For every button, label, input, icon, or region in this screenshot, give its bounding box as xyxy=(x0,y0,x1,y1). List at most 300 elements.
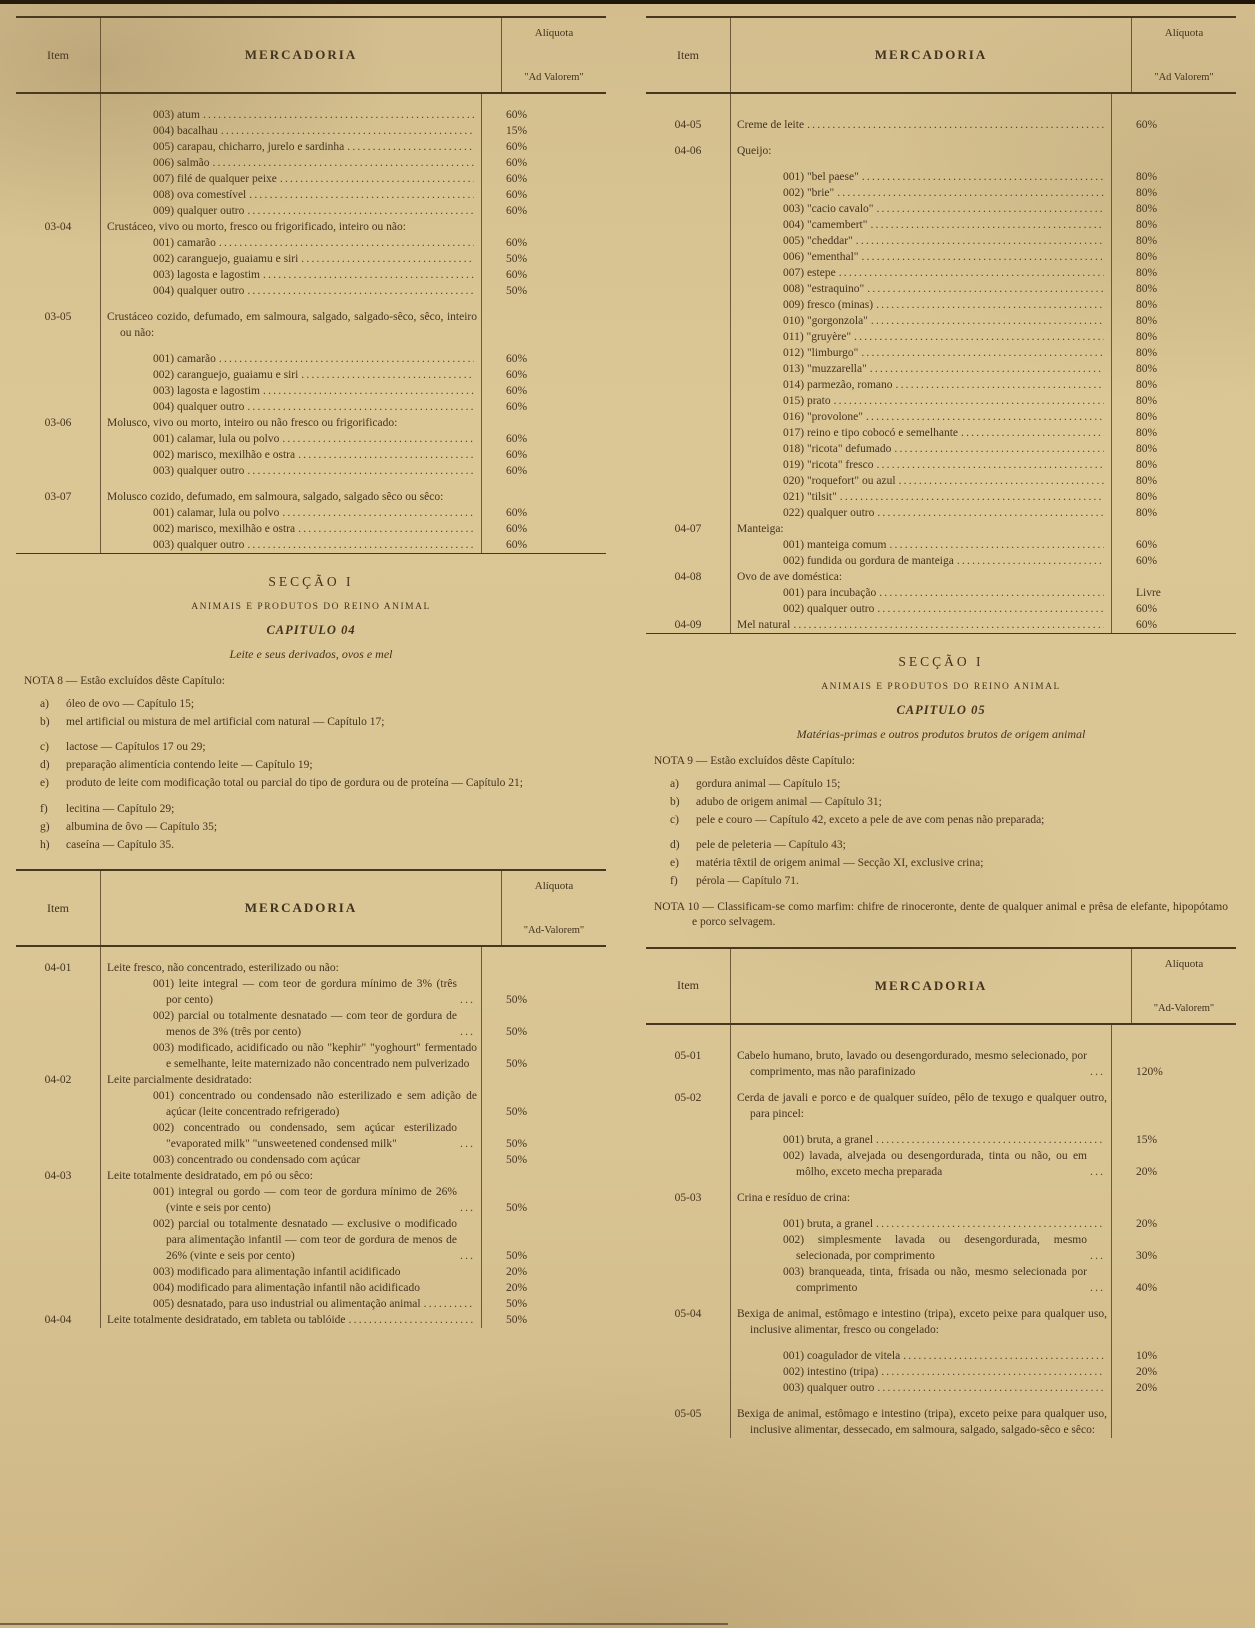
merchandise-text: 011) "gruyère" xyxy=(783,331,852,343)
rate-cell xyxy=(481,976,606,1008)
rate-cell xyxy=(481,155,606,171)
table-row xyxy=(16,309,606,341)
item-code xyxy=(646,345,731,361)
item-code: 04-05 xyxy=(646,117,731,133)
merchandise-text: 016) "provolone" xyxy=(783,411,863,423)
item-code xyxy=(646,1232,731,1264)
dotted-leader xyxy=(349,1312,474,1328)
nota-item-letter: d) xyxy=(40,759,50,771)
rate-value: 60% xyxy=(506,269,528,281)
merchandise-cell xyxy=(101,1264,481,1280)
rate-value: 50% xyxy=(506,1154,528,1166)
merchandise-text: 002) concentrado ou condensado, sem açúcar esterilizado "evaporated milk" "unsweetened condensed milk" xyxy=(153,1122,457,1150)
nota-item-letter: e) xyxy=(670,857,679,869)
merchandise-text: Molusco cozido, defumado, em salmoura, salgado, salgado sêco ou sêco: xyxy=(107,491,444,503)
dotted-leader xyxy=(1090,1164,1104,1180)
nota-item-text: mel artificial ou mistura de mel artificial com natural — Capítulo 17; xyxy=(66,715,385,728)
rate-cell xyxy=(1111,329,1236,345)
item-code: 04-09 xyxy=(646,617,731,633)
nota-item xyxy=(654,856,1228,872)
table-row xyxy=(16,367,606,383)
rate-value: 20% xyxy=(506,1282,528,1294)
item-code xyxy=(646,297,731,313)
item-code xyxy=(646,249,731,265)
table-row xyxy=(646,1264,1236,1296)
item-code xyxy=(16,107,101,123)
table-row xyxy=(16,960,606,976)
table-row xyxy=(16,976,606,1008)
item-code xyxy=(16,431,101,447)
merchandise-cell xyxy=(101,521,481,537)
item-code xyxy=(646,601,731,617)
item-code xyxy=(16,399,101,415)
item-code xyxy=(646,1380,731,1396)
header-mercadoria-label: MERCADORIA xyxy=(244,900,358,915)
merchandise-text: 001) concentrado ou condensado não esterilizado e sem adição de açúcar (leite concentrado refrigerado) xyxy=(153,1090,477,1118)
dotted-leader xyxy=(298,521,474,537)
item-code xyxy=(16,1152,101,1168)
dotted-leader xyxy=(877,457,1105,473)
merchandise-cell xyxy=(731,1264,1111,1296)
merchandise-text: 003) qualquer outro xyxy=(783,1381,875,1394)
merchandise-text: 014) parmezão, romano xyxy=(783,379,893,391)
merchandise-cell xyxy=(731,521,1111,537)
table-row xyxy=(16,219,606,235)
merchandise-cell xyxy=(731,265,1111,281)
merchandise-cell xyxy=(731,185,1111,201)
table-row xyxy=(646,441,1236,457)
rate-value: 15% xyxy=(506,125,528,137)
table-row xyxy=(16,521,606,537)
dotted-leader xyxy=(424,1296,474,1312)
rate-value: 80% xyxy=(1136,379,1158,391)
table-row xyxy=(646,1306,1236,1338)
table-row xyxy=(16,415,606,431)
merchandise-text: 022) qualquer outro xyxy=(783,507,875,519)
table-spacer-row xyxy=(646,1206,1236,1216)
tariff-table xyxy=(646,947,1236,1438)
dotted-leader xyxy=(899,473,1104,489)
rate-cell xyxy=(1111,233,1236,249)
table-body xyxy=(646,1025,1236,1438)
rate-value: 60% xyxy=(506,173,528,185)
item-code xyxy=(646,409,731,425)
nota-item-text: produto de leite com modificação total ou parcial do tipo de gordura ou de proteína — Capítulo 21; xyxy=(66,777,523,789)
item-code xyxy=(646,537,731,553)
merchandise-cell xyxy=(101,383,481,399)
chapter-number: CAPITULO 04 xyxy=(266,623,356,637)
merchandise-cell xyxy=(101,139,481,155)
merchandise-text: 004) modificado para alimentação infantil não acidificado xyxy=(153,1282,420,1294)
tariff-table xyxy=(646,16,1236,634)
item-code xyxy=(646,425,731,441)
table-spacer-row xyxy=(646,1038,1236,1048)
rate-cell xyxy=(1111,361,1236,377)
dotted-leader xyxy=(840,489,1104,505)
merchandise-text: 002) marisco, mexilhão e ostra xyxy=(153,449,296,461)
merchandise-cell xyxy=(731,1406,1111,1438)
nota-item-letter: c) xyxy=(40,741,49,753)
rate-cell xyxy=(481,489,606,505)
item-code xyxy=(16,283,101,299)
dotted-leader xyxy=(247,203,474,219)
header-item-label: Item xyxy=(646,18,731,92)
merchandise-cell xyxy=(731,1380,1111,1396)
nota-heading: NOTA 9 — Estão excluídos dêste Capítulo: xyxy=(654,755,855,767)
rate-value: 80% xyxy=(1136,331,1158,343)
merchandise-cell xyxy=(731,297,1111,313)
item-code: 04-04 xyxy=(16,1312,101,1328)
table-row xyxy=(646,617,1236,633)
merchandise-cell xyxy=(731,169,1111,185)
item-code xyxy=(16,171,101,187)
dotted-leader xyxy=(877,505,1104,521)
nota-item-letter: a) xyxy=(40,697,49,710)
item-code xyxy=(646,1148,731,1180)
nota-item-letter: a) xyxy=(670,777,679,790)
dotted-leader xyxy=(282,431,474,447)
rate-cell xyxy=(481,1216,606,1264)
rate-value: 60% xyxy=(1136,119,1158,131)
nota-item xyxy=(654,838,1228,854)
table-row xyxy=(16,1072,606,1088)
item-code xyxy=(646,281,731,297)
merchandise-cell xyxy=(101,1216,481,1264)
item-code xyxy=(646,441,731,457)
item-code xyxy=(646,473,731,489)
rate-value: 60% xyxy=(506,507,528,519)
item-code xyxy=(16,187,101,203)
item-code: 05-01 xyxy=(646,1048,731,1080)
merchandise-cell xyxy=(101,1008,481,1040)
dotted-leader xyxy=(854,329,1104,345)
nota-item-text: matéria têxtil de origem animal — Secção XI, exclusive crina; xyxy=(696,857,984,869)
item-code xyxy=(16,505,101,521)
rate-cell xyxy=(481,1280,606,1296)
table-row xyxy=(646,329,1236,345)
table-row xyxy=(16,1296,606,1312)
item-code xyxy=(16,1264,101,1280)
rate-cell xyxy=(1111,1148,1236,1180)
header-aliquota-label xyxy=(1131,18,1236,92)
merchandise-cell xyxy=(731,441,1111,457)
table-body xyxy=(16,94,606,553)
merchandise-cell xyxy=(731,1364,1111,1380)
merchandise-cell xyxy=(101,283,481,299)
item-code xyxy=(646,505,731,521)
merchandise-cell xyxy=(101,235,481,251)
item-code xyxy=(646,1216,731,1232)
rate-cell xyxy=(1111,457,1236,473)
rate-cell xyxy=(481,1072,606,1088)
merchandise-text: 003) atum xyxy=(153,109,200,121)
rate-cell xyxy=(1111,505,1236,521)
rate-cell xyxy=(1111,1364,1236,1380)
merchandise-cell xyxy=(101,219,481,235)
item-code: 05-03 xyxy=(646,1190,731,1206)
merchandise-text: 001) coagulador de vitela xyxy=(783,1349,901,1362)
item-code xyxy=(16,1040,101,1072)
merchandise-cell xyxy=(731,249,1111,265)
rate-value: 50% xyxy=(506,253,528,265)
table-row xyxy=(646,143,1236,159)
dotted-leader xyxy=(247,399,474,415)
table-row xyxy=(646,345,1236,361)
table-spacer-row xyxy=(646,1080,1236,1090)
table-row xyxy=(646,361,1236,377)
nota-item xyxy=(24,697,598,713)
chapter-number: CAPITULO 05 xyxy=(896,703,986,717)
item-code xyxy=(16,1120,101,1152)
merchandise-cell xyxy=(731,313,1111,329)
rate-cell xyxy=(481,1264,606,1280)
aliquota-line: Alíquota xyxy=(534,880,574,892)
merchandise-text: 010) "gorgonzola" xyxy=(783,315,868,327)
table-spacer-row xyxy=(646,1180,1236,1190)
rate-value: 20% xyxy=(1136,1381,1158,1394)
merchandise-text: 001) para incubação xyxy=(783,587,877,599)
header-mercadoria-label: MERCADORIA xyxy=(874,47,988,62)
table-row xyxy=(16,1152,606,1168)
table-row xyxy=(16,463,606,479)
merchandise-cell xyxy=(731,1132,1111,1148)
rate-value: 20% xyxy=(1136,1217,1158,1230)
merchandise-cell xyxy=(101,251,481,267)
merchandise-cell xyxy=(731,377,1111,393)
rate-cell xyxy=(481,399,606,415)
rate-cell xyxy=(481,447,606,463)
rate-value: 60% xyxy=(506,539,528,551)
rate-value: 60% xyxy=(506,385,528,397)
merchandise-text: 005) carapau, chicharro, jurelo e sardinha xyxy=(153,141,345,153)
rate-value: 60% xyxy=(506,433,528,445)
dotted-leader xyxy=(263,383,474,399)
nota-item-text: caseína — Capítulo 35. xyxy=(66,838,174,851)
merchandise-text: 002) parcial ou totalmente desnatado — com teor de gordura de menos de 3% (três por cento) xyxy=(153,1010,457,1038)
merchandise-text: Queijo: xyxy=(737,145,772,157)
item-code xyxy=(16,1184,101,1216)
rate-cell xyxy=(481,1008,606,1040)
rate-value: 60% xyxy=(506,369,528,381)
item-code xyxy=(16,251,101,267)
rate-value: 80% xyxy=(1136,491,1158,503)
table-row xyxy=(646,1406,1236,1438)
merchandise-text: 003) branqueada, tinta, frisada ou não, mesmo selecionada por comprimento xyxy=(783,1265,1087,1294)
dotted-leader xyxy=(881,1364,1104,1380)
merchandise-text: 002) intestino (tripa) xyxy=(783,1365,879,1378)
rate-cell xyxy=(1111,1190,1236,1206)
item-code: 05-04 xyxy=(646,1306,731,1338)
dotted-leader xyxy=(961,425,1104,441)
dotted-leader xyxy=(866,409,1104,425)
section-block xyxy=(646,634,1236,947)
rate-cell xyxy=(1111,1232,1236,1264)
item-code: 04-02 xyxy=(16,1072,101,1088)
rate-value: 50% xyxy=(506,1250,528,1262)
merchandise-text: Leite fresco, não concentrado, esterilizado ou não: xyxy=(107,962,339,974)
merchandise-cell xyxy=(731,345,1111,361)
table-row xyxy=(646,117,1236,133)
item-code xyxy=(646,1132,731,1148)
table-row xyxy=(646,1090,1236,1122)
merchandise-text: 009) qualquer outro xyxy=(153,205,245,217)
item-code xyxy=(16,203,101,219)
merchandise-text: 002) fundida ou gordura de manteiga xyxy=(783,555,954,567)
item-code xyxy=(646,489,731,505)
section-title: SECÇÃO I xyxy=(268,574,354,589)
merchandise-cell xyxy=(101,1120,481,1152)
merchandise-text: Mel natural xyxy=(737,619,791,631)
item-code xyxy=(646,313,731,329)
merchandise-text: 001) calamar, lula ou polvo xyxy=(153,433,280,445)
rate-value: 80% xyxy=(1136,187,1158,199)
merchandise-cell xyxy=(101,1040,481,1072)
merchandise-cell xyxy=(731,569,1111,585)
item-code xyxy=(646,185,731,201)
dotted-leader xyxy=(1090,1248,1104,1264)
table-row xyxy=(16,123,606,139)
item-code xyxy=(16,235,101,251)
header-item-label: Item xyxy=(16,871,101,945)
table-header xyxy=(16,869,606,947)
table-row xyxy=(16,399,606,415)
item-code xyxy=(16,1088,101,1120)
item-code xyxy=(646,265,731,281)
rate-value: 80% xyxy=(1136,459,1158,471)
merchandise-cell xyxy=(101,1072,481,1088)
merchandise-text: 005) "cheddar" xyxy=(783,235,853,247)
merchandise-text: 019) "ricota" fresco xyxy=(783,459,874,471)
merchandise-text: 004) qualquer outro xyxy=(153,285,245,297)
merchandise-cell xyxy=(101,537,481,553)
merchandise-text: Cabelo humano, bruto, lavado ou desengordurado, mesmo selecionado, por comprimento, mas não parafinizado xyxy=(737,1049,1087,1078)
dotted-leader xyxy=(876,1132,1104,1148)
rate-value: 60% xyxy=(506,205,528,217)
merchandise-text: Bexiga de animal, estômago e intestino (tripa), exceto peixe para qualquer uso, inclusive alimentar, fresco ou congelado: xyxy=(737,1307,1107,1336)
merchandise-cell xyxy=(101,1312,481,1328)
rate-value: 60% xyxy=(506,353,528,365)
item-code xyxy=(646,457,731,473)
merchandise-cell xyxy=(731,1090,1111,1122)
rate-value: Livre xyxy=(1136,587,1161,599)
merchandise-cell xyxy=(731,281,1111,297)
rate-value: 80% xyxy=(1136,507,1158,519)
merchandise-text: 003) lagosta e lagostim xyxy=(153,269,260,281)
merchandise-text: 003) modificado para alimentação infantil acidificado xyxy=(153,1266,401,1278)
merchandise-text: Creme de leite xyxy=(737,119,805,131)
aliquota-line: Alíquota xyxy=(1164,27,1204,39)
merchandise-text: 018) "ricota" defumado xyxy=(783,443,892,455)
merchandise-text: 012) "limburgo" xyxy=(783,347,859,359)
merchandise-text: Molusco, vivo ou morto, inteiro ou não fresco ou frigorificado: xyxy=(107,417,398,429)
rate-value: 60% xyxy=(506,189,528,201)
ad-valorem-line: "Ad Valorem" xyxy=(524,72,584,83)
rate-cell xyxy=(1111,265,1236,281)
merchandise-text: Cerda de javali e porco e de qualquer suídeo, pêlo de texugo e qualquer outro, para pincel: xyxy=(737,1091,1107,1120)
rate-value: 80% xyxy=(1136,475,1158,487)
table-row xyxy=(16,1168,606,1184)
rate-value: 60% xyxy=(1136,603,1158,615)
rate-cell xyxy=(481,537,606,553)
rate-value: 50% xyxy=(506,1058,528,1070)
rate-value: 60% xyxy=(506,237,528,249)
dotted-leader xyxy=(870,217,1104,233)
merchandise-cell xyxy=(731,1148,1111,1180)
merchandise-text: 001) calamar, lula ou polvo xyxy=(153,507,280,519)
merchandise-cell xyxy=(101,309,481,341)
merchandise-text: 013) "muzzarella" xyxy=(783,363,867,375)
dotted-leader xyxy=(460,992,474,1008)
item-code xyxy=(16,521,101,537)
dotted-leader xyxy=(301,251,474,267)
header-item-label: Item xyxy=(646,949,731,1023)
table-spacer-row xyxy=(646,1025,1236,1038)
merchandise-text: Crustáceo, vivo ou morto, fresco ou frigorificado, inteiro ou não: xyxy=(107,221,406,233)
table-spacer-row xyxy=(646,1338,1236,1348)
rate-cell xyxy=(1111,169,1236,185)
rate-cell xyxy=(481,1120,606,1152)
dotted-leader xyxy=(807,117,1104,133)
merchandise-text: Manteiga: xyxy=(737,523,784,535)
merchandise-cell xyxy=(101,1088,481,1120)
merchandise-cell xyxy=(101,1296,481,1312)
merchandise-text: 002) simplesmente lavada ou desengordurada, mesmo selecionada, por comprimento xyxy=(783,1233,1087,1262)
item-code xyxy=(16,155,101,171)
table-row xyxy=(646,201,1236,217)
table-row xyxy=(16,171,606,187)
table-spacer-row xyxy=(16,94,606,107)
rate-value: 80% xyxy=(1136,427,1158,439)
rate-cell xyxy=(481,960,606,976)
rate-cell xyxy=(1111,143,1236,159)
rate-cell xyxy=(1111,617,1236,633)
dotted-leader xyxy=(903,1348,1104,1364)
table-spacer-row xyxy=(646,1296,1236,1306)
rate-value: 80% xyxy=(1136,299,1158,311)
table-row xyxy=(646,1132,1236,1148)
rate-value: 15% xyxy=(1136,1133,1158,1146)
merchandise-cell xyxy=(101,399,481,415)
table-row xyxy=(16,1280,606,1296)
rate-value: 50% xyxy=(506,1314,528,1326)
chapter-title: Leite e seus derivados, ovos e mel xyxy=(229,647,393,661)
table-spacer-row xyxy=(16,947,606,960)
dotted-leader xyxy=(460,1136,474,1152)
dotted-leader xyxy=(347,139,474,155)
rate-cell xyxy=(1111,1348,1236,1364)
item-code xyxy=(16,383,101,399)
table-row xyxy=(646,457,1236,473)
merchandise-cell xyxy=(101,155,481,171)
merchandise-text: 007) estepe xyxy=(783,267,836,279)
rate-value: 80% xyxy=(1136,203,1158,215)
rate-cell xyxy=(481,1312,606,1328)
merchandise-cell xyxy=(101,107,481,123)
dotted-leader xyxy=(834,393,1104,409)
aliquota-line: Alíquota xyxy=(534,27,574,39)
rate-value: 80% xyxy=(1136,267,1158,279)
rate-cell xyxy=(1111,185,1236,201)
item-code: 04-06 xyxy=(646,143,731,159)
item-code: 03-07 xyxy=(16,489,101,505)
table-spacer-row xyxy=(16,479,606,489)
rate-cell xyxy=(1111,553,1236,569)
merchandise-cell xyxy=(731,1232,1111,1264)
dotted-leader xyxy=(460,1200,474,1216)
rate-value: 80% xyxy=(1136,251,1158,263)
table-row xyxy=(646,1216,1236,1232)
merchandise-text: 009) fresco (minas) xyxy=(783,299,874,311)
